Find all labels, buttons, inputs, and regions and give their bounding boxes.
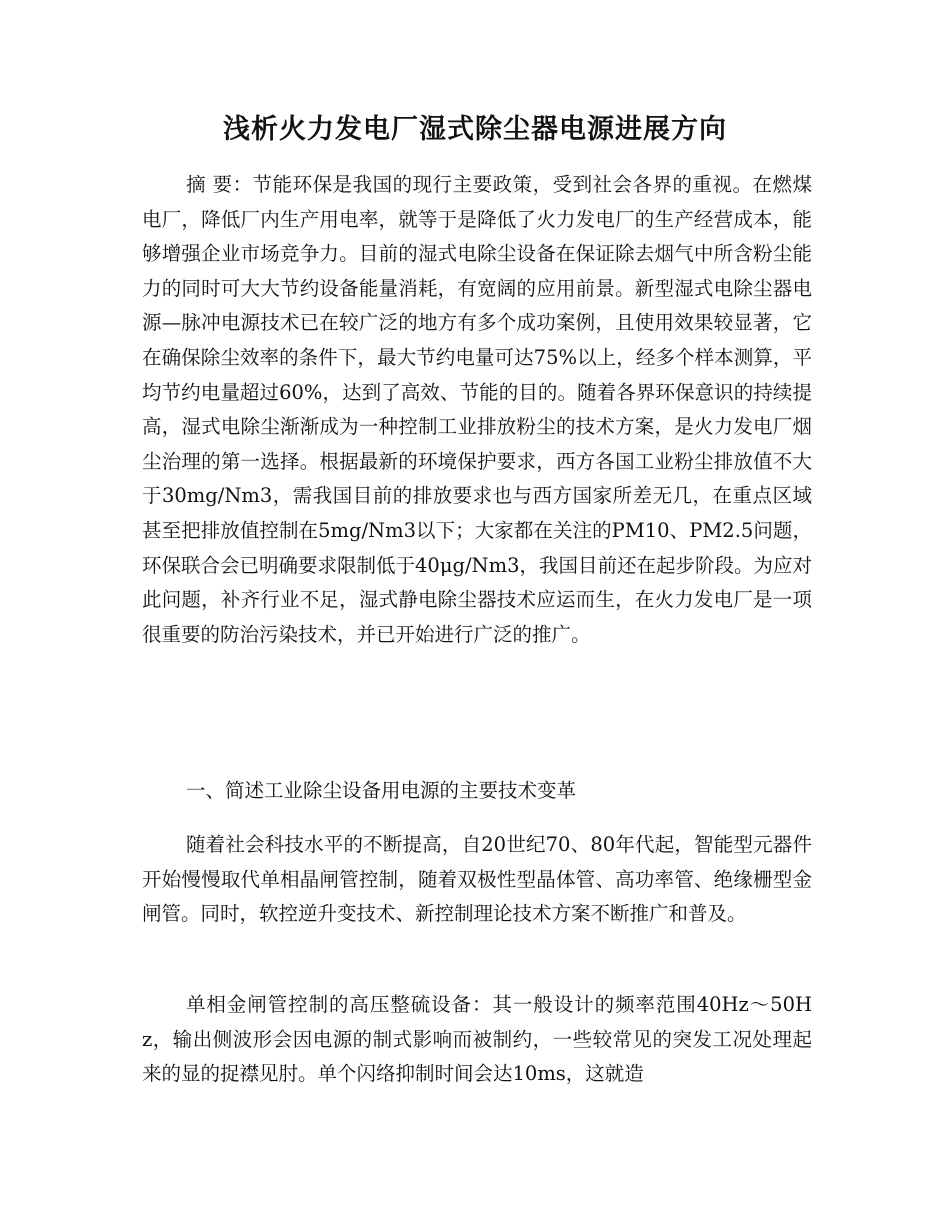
abstract-paragraph: 摘 要：节能环保是我国的现行主要政策，受到社会各界的重视。在燃煤电厂，降低厂内生产用电率，就等于是降低了火力发电厂的生产经营成本，能够增强企业市场竞争力。目前的湿式电除尘设备在保证除去烟气中所含粉尘能力的同时可大大节约设备能量消耗，有宽阔的应用前景。新型湿式电除尘器电源—脉冲电源技术已在较广泛的地方有多个成功案例，且使用效果较显著，它在确保除尘效率的条件下，最大节约电量可达75%以上，经多个样本测算，平均节约电量超过60%，达到了高效、节能的目的。随着各界环保意识的持续提高，湿式电除尘渐渐成为一种控制工业排放粉尘的技术方案，是火力发电厂烟尘治理的第一选择。根据最新的环境保护要求，西方各国工业粉尘排放值不大于30mg/Nm3，需我国目前的排放要求也与西方国家所差无几，在重点区域甚至把排放值控制在5mg/Nm3以下；大家都在关注的PM10、PM2.5问题，环保联合会已明确要求限制低于40μg/Nm3，我国目前还在起步阶段。为应对此问题，补齐行业不足，湿式静电除尘器技术应运而生，在火力发电厂是一项很重要的防治污染技术，并已开始进行广泛的推广。 — [142, 173, 812, 646]
body-paragraph: 单相金闸管控制的高压整硫设备：其一般设计的频率范围40Hz～50Hz，输出侧波形会因电源的制式影响而被制约，一些较常见的突发工况处理起来的显的捉襟见肘。单个闪络抑制时间会达10ms，这就造 — [142, 993, 812, 1086]
body-paragraph: 随着社会科技水平的不断提高，自20世纪70、80年代起，智能型元器件开始慢慢取代单相晶闸管控制，随着双极性型晶体管、高功率管、绝缘栅型金闸管。同时，软控逆升变技术、新控制理论技术方案不断推广和普及。 — [142, 833, 812, 926]
section-heading: 一、简述工业除尘设备用电源的主要技术变革 — [186, 779, 577, 802]
document-title: 浅析火力发电厂湿式除尘器电源进展方向 — [223, 114, 727, 145]
